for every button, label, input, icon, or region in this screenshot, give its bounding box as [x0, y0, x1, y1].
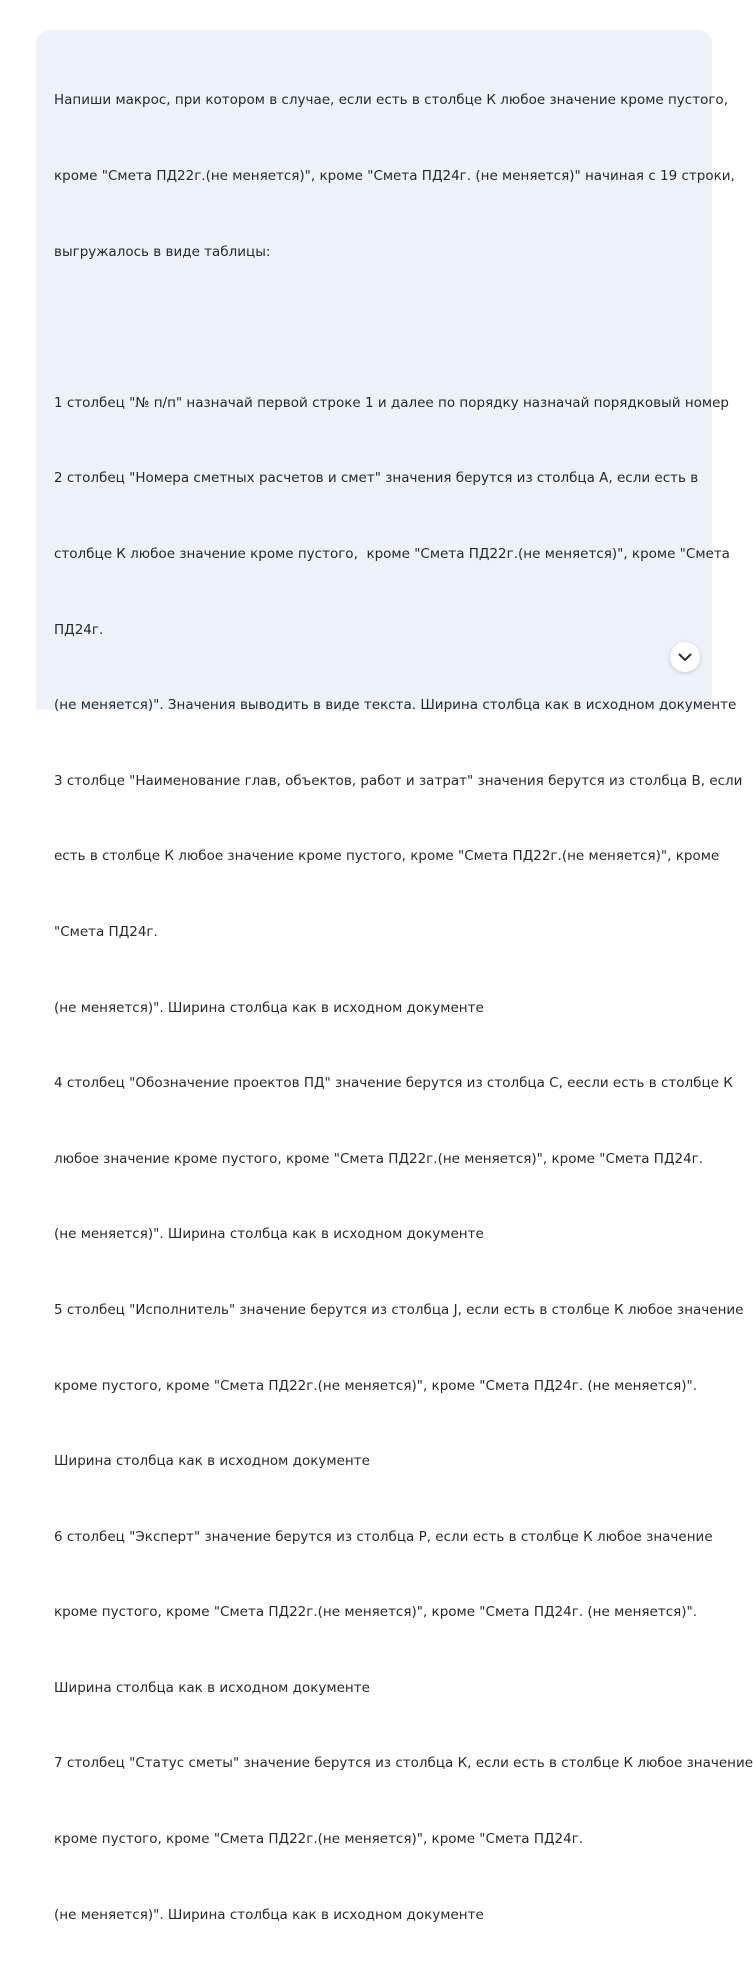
message-line: есть в столбце К любое значение кроме пустого, кроме "Смета ПД22г.(не меняется)", кроме: [54, 848, 720, 865]
message-line: любое значение кроме пустого, кроме "Смета ПД22г.(не меняется)", кроме "Смета ПД24г.: [54, 1150, 704, 1167]
scroll-to-bottom-button[interactable]: [670, 642, 700, 672]
message-line: (не меняется)". Ширина столбца как в исходном документе: [54, 1906, 484, 1923]
message-line: выгружалось в виде таблицы:: [54, 243, 271, 260]
message-line: 7 столбец "Статус сметы" значение берутся из столбца К, если есть в столбце К любое значение: [54, 1755, 753, 1772]
chevron-down-icon: [678, 653, 692, 662]
message-line: Ширина столбца как в исходном документе: [54, 1453, 370, 1470]
message-line: (не меняется)". Значения выводить в виде текста. Ширина столбца как в исходном документе: [54, 697, 737, 714]
message-line: 2 столбец "Номера сметных расчетов и смет" значения берутся из столбца А, если есть в: [54, 470, 699, 487]
message-line: кроме пустого, кроме "Смета ПД22г.(не меняется)", кроме "Смета ПД24г. (не меняется)".: [54, 1604, 698, 1621]
message-line: "Смета ПД24г.: [54, 923, 158, 940]
message-line: ПД24г.: [54, 621, 104, 638]
message-line: 1 столбец "№ п/п" назначай первой строке 1 и далее по порядку назначай порядковый номер: [54, 394, 729, 411]
message-line: кроме пустого, кроме "Смета ПД22г.(не меняется)", кроме "Смета ПД24г. (не меняется)".: [54, 1377, 698, 1394]
message-line: 4 столбец "Обозначение проектов ПД" значение берутся из столбца С, еесли есть в столбце К: [54, 1075, 733, 1092]
message-line: (не меняется)". Ширина столбца как в исходном документе: [54, 999, 484, 1016]
message-line: Ширина столбца как в исходном документе: [54, 1679, 370, 1696]
message-line: 5 столбец "Исполнитель" значение берутся из столбца J, если есть в столбце К любое значение: [54, 1301, 744, 1318]
message-line: кроме пустого, кроме "Смета ПД22г.(не меняется)", кроме "Смета ПД24г.: [54, 1831, 584, 1848]
user-message-bubble: [36, 30, 753, 1923]
message-line: 6 столбец "Эксперт" значение берутся из столбца Р, если есть в столбце К любое значение: [54, 1528, 713, 1545]
message-blank-line: [54, 315, 704, 340]
message-line: (не меняется)". Ширина столбца как в исходном документе: [54, 1226, 484, 1243]
user-message-text: [54, 38, 753, 1978]
message-line: столбце К любое значение кроме пустого, кроме "Смета ПД22г.(не меняется)", кроме "Смета: [54, 545, 730, 562]
message-line: Напиши макрос, при котором в случае, если есть в столбце К любое значение кроме пустого,: [54, 92, 728, 109]
message-line: 3 столбце "Наименование глав, объектов, работ и затрат" значения берутся из столбца В, если: [54, 772, 743, 789]
message-line: кроме "Смета ПД22г.(не меняется)", кроме "Смета ПД24г. (не меняется)" начиная с 19 строки,: [54, 168, 735, 184]
